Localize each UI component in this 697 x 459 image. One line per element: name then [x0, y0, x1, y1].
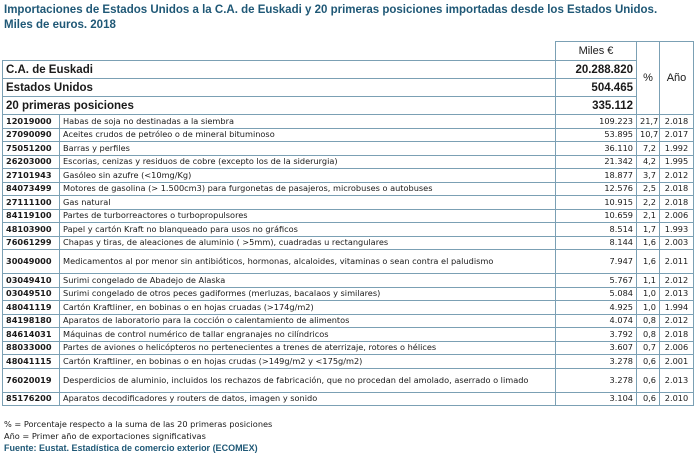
header-row — [3, 42, 694, 61]
table-row — [3, 301, 694, 315]
description-cell: Chapas y tiras, de aleaciones de aluminio ( >5mm), cuadradas u rectangulares — [60, 236, 556, 250]
title-line-1: Importaciones de Estados Unidos a la C.A. de Euskadi y 20 primeras posiciones importadas desde los Estados Unidos. — [4, 4, 658, 16]
year-cell: 2.018 — [660, 115, 694, 129]
code-cell: 27111100 — [3, 196, 60, 210]
value-cell: 8.144 — [556, 236, 637, 250]
description-cell: Máquinas de control numérico de tallar engranajes no cilíndricos — [60, 328, 556, 342]
header-pct: % — [637, 42, 660, 115]
value-cell: 10.659 — [556, 209, 637, 223]
percent-cell: 4,2 — [637, 155, 660, 169]
year-cell: 2.012 — [660, 274, 694, 288]
table-row — [3, 328, 694, 342]
year-cell: 2.013 — [660, 287, 694, 301]
summary-label: Estados Unidos — [3, 79, 556, 97]
percent-cell: 2,5 — [637, 182, 660, 196]
table-row — [3, 209, 694, 223]
value-cell: 10.915 — [556, 196, 637, 210]
code-cell: 84198180 — [3, 314, 60, 328]
value-cell: 7.947 — [556, 250, 637, 274]
table-row — [3, 355, 694, 369]
percent-cell: 0,8 — [637, 328, 660, 342]
value-cell: 109.223 — [556, 115, 637, 129]
percent-cell: 1,0 — [637, 301, 660, 315]
value-cell: 12.576 — [556, 182, 637, 196]
value-cell: 5.767 — [556, 274, 637, 288]
value-cell: 3.792 — [556, 328, 637, 342]
table-row — [3, 287, 694, 301]
table-row — [3, 250, 694, 274]
description-cell: Motores de gasolina (> 1.500cm3) para furgonetas de pasajeros, microbuses o autobuses — [60, 182, 556, 196]
code-cell: 27090090 — [3, 128, 60, 142]
percent-cell: 0,6 — [637, 392, 660, 406]
summary-label: C.A. de Euskadi — [3, 61, 556, 79]
description-cell: Partes de aviones o helicópteros no pertenecientes a trenes de aterrizaje, rotores o hélices — [60, 341, 556, 355]
percent-cell: 2,1 — [637, 209, 660, 223]
code-cell: 88033000 — [3, 341, 60, 355]
value-cell: 4.074 — [556, 314, 637, 328]
percent-cell: 2,2 — [637, 196, 660, 210]
year-cell: 2.018 — [660, 196, 694, 210]
table-row — [3, 115, 694, 129]
footer-note-pct: % = Porcentaje respecto a la suma de las 20 primeras posiciones — [4, 419, 273, 429]
header-miles: Miles € — [556, 42, 637, 61]
percent-cell: 7,2 — [637, 142, 660, 156]
header-anio: Año — [660, 42, 694, 115]
table-row — [3, 223, 694, 237]
year-cell: 2.011 — [660, 250, 694, 274]
percent-cell: 0,6 — [637, 368, 660, 392]
year-cell: 2.003 — [660, 236, 694, 250]
year-cell: 2.012 — [660, 169, 694, 183]
table-row — [3, 341, 694, 355]
value-cell: 8.514 — [556, 223, 637, 237]
year-cell: 2.018 — [660, 182, 694, 196]
code-cell: 03049410 — [3, 274, 60, 288]
description-cell: Cartón Kraftliner, en bobinas o en hojas cruadas (>174g/m2) — [60, 301, 556, 315]
footer-note-anio: Año = Primer año de exportaciones significativas — [4, 431, 206, 441]
summary-value: 504.465 — [556, 79, 637, 97]
value-cell: 3.278 — [556, 355, 637, 369]
code-cell: 48041119 — [3, 301, 60, 315]
year-cell: 2.010 — [660, 392, 694, 406]
percent-cell: 1,1 — [637, 274, 660, 288]
summary-row-euskadi — [3, 61, 694, 79]
imports-table — [2, 41, 694, 406]
table-row — [3, 236, 694, 250]
percent-cell: 0,7 — [637, 341, 660, 355]
description-cell: Papel y cartón Kraft no blanqueado para usos no gráficos — [60, 223, 556, 237]
footer-notes — [4, 418, 272, 454]
percent-cell: 3,7 — [637, 169, 660, 183]
description-cell: Aparatos decodificadores y routers de datos, imagen y sonido — [60, 392, 556, 406]
description-cell: Barras y perfiles — [60, 142, 556, 156]
code-cell: 85176200 — [3, 392, 60, 406]
year-cell: 1.993 — [660, 223, 694, 237]
year-cell: 1.992 — [660, 142, 694, 156]
value-cell: 4.925 — [556, 301, 637, 315]
table-row — [3, 314, 694, 328]
description-cell: Surimi congelado de otros peces gadiformes (merluzas, bacalaos y similares) — [60, 287, 556, 301]
table-row — [3, 368, 694, 392]
year-cell: 2.001 — [660, 355, 694, 369]
code-cell: 03049510 — [3, 287, 60, 301]
code-cell: 48041115 — [3, 355, 60, 369]
code-cell: 84073499 — [3, 182, 60, 196]
table-row — [3, 274, 694, 288]
summary-value: 20.288.820 — [556, 61, 637, 79]
percent-cell: 21,7 — [637, 115, 660, 129]
year-cell: 1.995 — [660, 155, 694, 169]
footer-source: Fuente: Eustat. Estadística de comercio exterior (ECOMEX) — [4, 443, 258, 453]
description-cell: Aceites crudos de petróleo o de mineral bituminoso — [60, 128, 556, 142]
value-cell: 3.104 — [556, 392, 637, 406]
value-cell: 21.342 — [556, 155, 637, 169]
code-cell: 84119100 — [3, 209, 60, 223]
table-row — [3, 196, 694, 210]
description-cell: Escorias, cenizas y residuos de cobre (excepto los de la siderurgia) — [60, 155, 556, 169]
summary-label: 20 primeras posiciones — [3, 97, 556, 115]
code-cell: 27101943 — [3, 169, 60, 183]
percent-cell: 10,7 — [637, 128, 660, 142]
description-cell: Cartón Kraftliner, en bobinas o en hojas crudas (>149g/m2 y <175g/m2) — [60, 355, 556, 369]
description-cell: Surimi congelado de Abadejo de Alaska — [60, 274, 556, 288]
table-row — [3, 142, 694, 156]
percent-cell: 1,7 — [637, 223, 660, 237]
report-title — [4, 3, 694, 33]
table-row — [3, 169, 694, 183]
percent-cell: 1,6 — [637, 236, 660, 250]
description-cell: Habas de soja no destinadas a la siembra — [60, 115, 556, 129]
code-cell: 30049000 — [3, 250, 60, 274]
value-cell: 3.278 — [556, 368, 637, 392]
table-row — [3, 155, 694, 169]
value-cell: 5.084 — [556, 287, 637, 301]
code-cell: 76020019 — [3, 368, 60, 392]
value-cell: 18.877 — [556, 169, 637, 183]
year-cell: 2.006 — [660, 209, 694, 223]
description-cell: Aparatos de laboratorio para la cocción o calentamiento de alimentos — [60, 314, 556, 328]
code-cell: 75051200 — [3, 142, 60, 156]
description-cell: Desperdicios de aluminio, incluidos los rechazos de fabricación, que no procedan del amolado, aserrado o limado — [60, 368, 556, 392]
description-cell: Gas natural — [60, 196, 556, 210]
year-cell: 1.994 — [660, 301, 694, 315]
code-cell: 84614031 — [3, 328, 60, 342]
percent-cell: 0,6 — [637, 355, 660, 369]
code-cell: 48103900 — [3, 223, 60, 237]
value-cell: 3.607 — [556, 341, 637, 355]
table-row — [3, 128, 694, 142]
description-cell: Gasóleo sin azufre (<10mg/Kg) — [60, 169, 556, 183]
year-cell: 2.017 — [660, 128, 694, 142]
year-cell: 2.018 — [660, 328, 694, 342]
year-cell: 2.013 — [660, 368, 694, 392]
year-cell: 2.006 — [660, 341, 694, 355]
year-cell: 2.012 — [660, 314, 694, 328]
table-row — [3, 182, 694, 196]
summary-row-top20 — [3, 97, 694, 115]
percent-cell: 0,8 — [637, 314, 660, 328]
percent-cell: 1,0 — [637, 287, 660, 301]
summary-row-usa — [3, 79, 694, 97]
title-line-2: Miles de euros. 2018 — [4, 19, 116, 31]
table-row — [3, 392, 694, 406]
code-cell: 76061299 — [3, 236, 60, 250]
value-cell: 53.895 — [556, 128, 637, 142]
code-cell: 26203000 — [3, 155, 60, 169]
percent-cell: 1,6 — [637, 250, 660, 274]
description-cell: Medicamentos al por menor sin antibióticos, hormonas, alcaloides, vitaminas o sean contra el paludismo — [60, 250, 556, 274]
code-cell: 12019000 — [3, 115, 60, 129]
value-cell: 36.110 — [556, 142, 637, 156]
summary-value: 335.112 — [556, 97, 637, 115]
description-cell: Partes de turborreactores o turbopropulsores — [60, 209, 556, 223]
